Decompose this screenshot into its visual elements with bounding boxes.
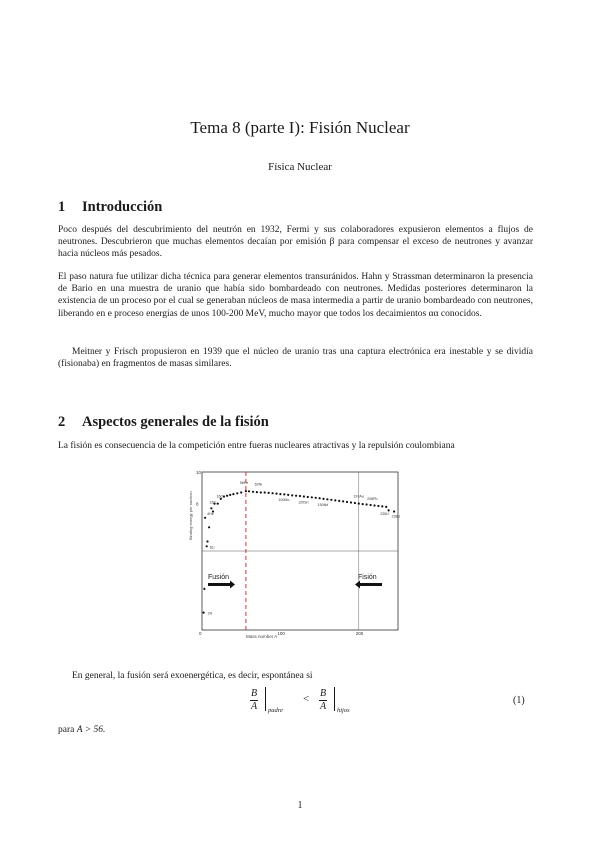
equation-rhs-numerator: B — [320, 688, 327, 699]
section-1-paragraph-3: Meitner y Frisch propusieron en 1939 que el núcleo de uranio tras una captura electrónica era inestable y se dividía (fisionaba) en fragmentos de masas similares. — [58, 347, 533, 370]
nuclide-label: 120Sn — [298, 500, 309, 505]
fusion-label: Fusión — [208, 574, 230, 581]
data-point — [307, 496, 309, 498]
y-axis-label: Binding energy per nucleon — [188, 491, 193, 540]
data-point — [240, 491, 242, 493]
equation-lhs-bar — [265, 687, 266, 711]
fission-arrow-icon — [355, 581, 382, 589]
section-2-number: 2 — [58, 414, 66, 430]
data-point — [322, 498, 324, 500]
nuclide-label: 4He — [207, 511, 214, 516]
section-2-paragraph-1: La fisión es consecuencia de la competición entre fueras nucleares atractivas y la repulsión coulombiana — [58, 441, 455, 451]
data-point — [295, 495, 297, 497]
binding-energy-figure — [186, 470, 408, 642]
nuclide-label: 2H — [207, 611, 213, 616]
data-point — [377, 505, 379, 507]
section-2-title: Aspectos generales de la fisión — [82, 414, 269, 430]
data-point — [272, 492, 274, 494]
data-point — [245, 490, 247, 492]
data-point — [373, 504, 375, 506]
data-point — [279, 493, 281, 495]
document-subtitle: Física Nuclear — [268, 161, 332, 173]
data-point — [275, 493, 277, 495]
fusion-arrow-icon — [208, 581, 235, 589]
data-point — [381, 505, 383, 507]
data-point — [260, 491, 262, 493]
data-point — [338, 500, 340, 502]
data-point — [210, 507, 212, 509]
data-point — [268, 492, 270, 494]
data-point — [203, 612, 205, 614]
data-point — [206, 545, 208, 547]
data-point — [229, 494, 231, 496]
equation-1 — [230, 683, 430, 723]
section-2-paragraph-2: En general, la fusión será exoenergética, es decir, espontánea si — [72, 671, 313, 681]
data-point — [226, 495, 228, 497]
nuclide-label: 208Pb — [367, 497, 378, 502]
equation-lhs-numerator: B — [251, 688, 258, 699]
data-point — [358, 503, 360, 505]
equation-lhs-subscript: padre — [268, 707, 283, 714]
data-point — [393, 510, 395, 512]
data-point — [203, 588, 205, 590]
section-1-paragraph-1: Poco después del descubrimiento del neutrón en 1932, Fermi y sus colaboradores expusieron elementos a flujos de neutrones. Descubrieron que muchas elementos decaían por emisión β para compensar el exceso de neutrones y avanzar hacia núcleos más pesados. — [58, 225, 533, 260]
section-2-paragraph-3 — [58, 724, 533, 736]
nuclide-label: 62Ni — [254, 482, 263, 487]
data-points — [203, 490, 396, 614]
x-tick-label: 0 — [199, 631, 202, 636]
data-point — [334, 499, 336, 501]
equation-rhs-denominator: A — [320, 701, 327, 712]
equation-rhs-fraction — [319, 688, 327, 713]
data-point — [287, 494, 289, 496]
x-axis-label: Mass number A — [246, 634, 278, 639]
conclusion-math: A > 56. — [76, 725, 106, 735]
data-point — [208, 526, 210, 528]
nuclide-labels — [207, 481, 400, 615]
equation-rhs-bar — [334, 687, 335, 711]
document-title: Tema 8 (parte I): Fisión Nuclear — [190, 118, 410, 137]
data-point — [342, 500, 344, 502]
data-point — [319, 497, 321, 499]
equation-lhs-fraction — [250, 688, 258, 713]
data-point — [291, 494, 293, 496]
nuclide-label: 12C — [209, 500, 216, 505]
data-point — [206, 540, 208, 542]
data-point — [264, 491, 266, 493]
section-2-heading — [58, 414, 269, 431]
nuclide-label: 16O — [216, 494, 224, 499]
data-point — [303, 495, 305, 497]
section-1-heading — [58, 199, 162, 216]
equation-number: (1) — [513, 695, 525, 706]
data-point — [366, 503, 368, 505]
data-point — [248, 490, 250, 492]
data-point — [217, 503, 219, 505]
nuclide-label: 56Fe — [239, 481, 249, 486]
data-point — [311, 496, 313, 498]
x-tick-label: 200 — [355, 631, 364, 636]
data-point — [370, 504, 372, 506]
data-point — [283, 493, 285, 495]
data-point — [362, 503, 364, 505]
nuclide-label: 238U — [391, 514, 401, 519]
equation-lhs-denominator: A — [251, 701, 258, 712]
nuclide-label: 197Au — [353, 494, 364, 499]
equation-rhs-subscript: hijos — [337, 707, 350, 714]
data-point — [232, 493, 234, 495]
section-1-paragraph-2: El paso natura fue utilizar dicha técnica para generar elementos transuránidos. Hahn y Strassman determinaron la presencia de Bario en una muestra de uranio que había sido bombardeado con neutrones. Medidas posteriores determinaron la existencia de un proceso por el cual se generaban núcleos de masa intermedia a partir de uranio bombardeado con neutrones, liberando en e proceso energías de unos 100-200 MeV, mucho mayor que todos los decaimientos αα conocidos. — [58, 272, 533, 319]
x-tick-label: 100 — [277, 631, 285, 636]
data-point — [330, 499, 332, 501]
section-1-number: 1 — [58, 199, 66, 215]
data-point — [385, 506, 387, 508]
nuclide-label: 100Mo — [278, 498, 290, 503]
conclusion-prefix: para — [58, 725, 77, 735]
data-point — [350, 501, 352, 503]
data-point — [256, 491, 258, 493]
section-1-title: Introducción — [82, 199, 163, 215]
data-point — [354, 502, 356, 504]
nuclide-label: 235U — [380, 511, 389, 516]
y-tick-label: 8 — [196, 501, 199, 507]
data-point — [236, 492, 238, 494]
fission-label: Fisión — [358, 574, 377, 581]
y-tick-label: 10 — [196, 470, 202, 475]
data-point — [204, 517, 206, 519]
equation-less-than: < — [303, 693, 310, 705]
nuclide-label: 6Li — [209, 545, 215, 550]
data-point — [299, 495, 301, 497]
nuclide-label: 150Nd — [317, 503, 329, 508]
page-number: 1 — [297, 800, 303, 811]
data-point — [315, 497, 317, 499]
data-point — [346, 501, 348, 503]
data-point — [326, 498, 328, 500]
data-point — [252, 491, 254, 493]
